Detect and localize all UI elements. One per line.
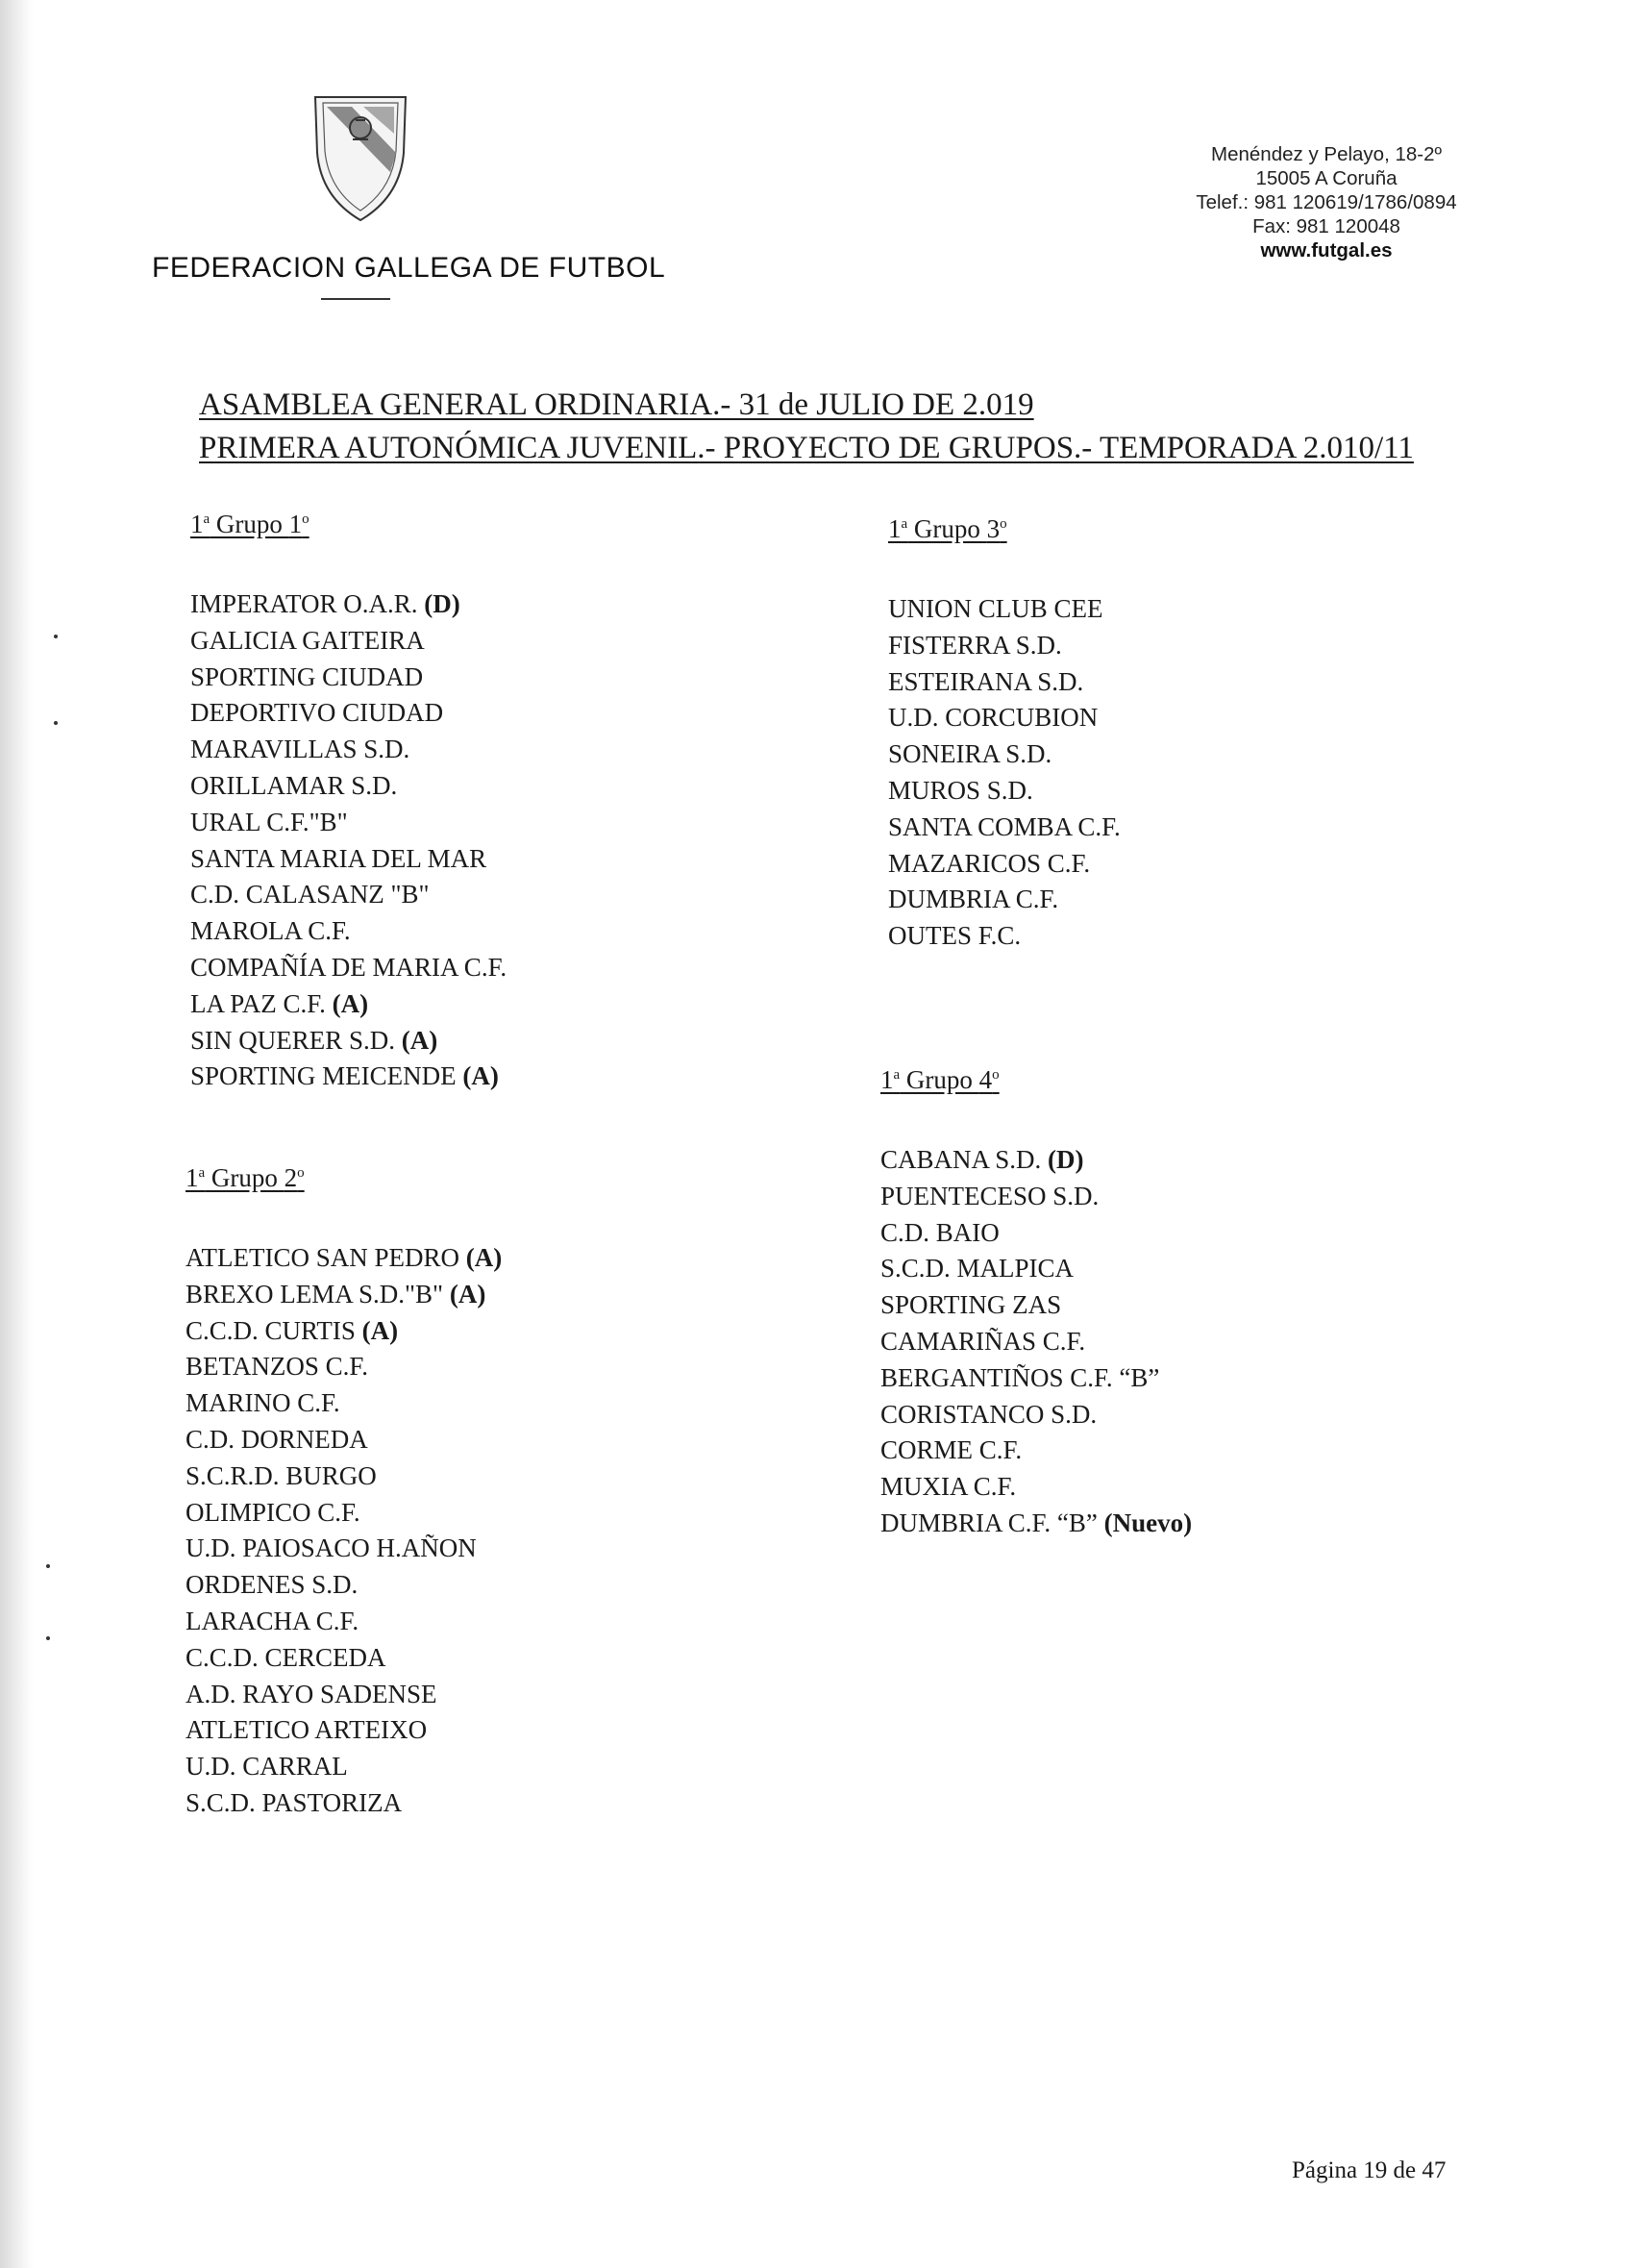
team-row	[186, 1422, 502, 1458]
team-name: COMPAÑÍA DE MARIA C.F.	[190, 952, 507, 982]
group-prefix: 1	[888, 514, 902, 543]
team-name: UNION CLUB CEE	[888, 594, 1103, 623]
scan-speck	[46, 1564, 50, 1568]
group-number: 1	[288, 510, 303, 538]
address-line-1: Menéndez y Pelayo, 18-2º	[1211, 143, 1442, 165]
team-name: ORILLAMAR S.D.	[190, 770, 398, 800]
team-name: SPORTING ZAS	[880, 1290, 1062, 1320]
scan-speck	[46, 1636, 50, 1640]
team-status-note: (D)	[424, 589, 460, 618]
team-row	[888, 882, 1121, 918]
team-name: BERGANTIÑOS C.F. “B”	[880, 1362, 1160, 1392]
team-row	[888, 810, 1121, 846]
team-name: DEPORTIVO CIUDAD	[190, 698, 444, 728]
organization-name: FEDERACION GALLEGA DE FUTBOL	[152, 252, 666, 284]
team-row	[888, 846, 1121, 883]
team-row	[186, 1313, 502, 1350]
group-number: 3	[986, 514, 1001, 543]
team-row	[186, 1640, 502, 1677]
team-name: ESTEIRANA S.D.	[888, 666, 1084, 696]
team-name: MARAVILLAS S.D.	[190, 735, 410, 764]
team-name: ORDENES S.D.	[186, 1570, 359, 1600]
group-heading	[186, 1163, 502, 1240]
document-title-line-2: PRIMERA AUTONÓMICA JUVENIL.- PROYECTO DE GRUPOS.- TEMPORADA 2.010/11	[199, 431, 1414, 465]
team-name: LARACHA C.F.	[186, 1606, 359, 1635]
team-row	[190, 986, 507, 1023]
team-name: U.D. PAIOSACO H.AÑON	[186, 1533, 477, 1563]
team-name: CORISTANCO S.D.	[880, 1399, 1098, 1429]
group-prefix: 1	[190, 510, 204, 538]
group-word: Grupo	[205, 1163, 285, 1192]
team-row	[186, 1240, 502, 1277]
team-row	[190, 732, 507, 768]
team-row	[888, 700, 1121, 736]
address-line-2: 15005 A Coruña	[1255, 167, 1398, 189]
team-row	[186, 1385, 502, 1422]
team-row	[190, 841, 507, 878]
team-row	[186, 1458, 502, 1495]
team-row	[880, 1360, 1192, 1397]
team-name: SPORTING CIUDAD	[190, 661, 424, 691]
team-row	[880, 1179, 1192, 1215]
team-row	[186, 1749, 502, 1785]
group-number: 2	[284, 1163, 298, 1192]
group-word: Grupo	[900, 1065, 979, 1094]
team-name: SPORTING MEICENDE	[190, 1061, 463, 1091]
team-name: ATLETICO ARTEIXO	[186, 1715, 428, 1745]
team-row	[190, 660, 507, 696]
group-prefix-superscript: a	[901, 516, 908, 532]
team-name: CAMARIÑAS C.F.	[880, 1326, 1086, 1356]
group-3-section	[888, 514, 1121, 955]
team-status-note: (Nuevo)	[1103, 1508, 1193, 1537]
team-status-note: (A)	[465, 1243, 503, 1272]
team-name: SONEIRA S.D.	[888, 739, 1052, 769]
team-row	[190, 805, 507, 841]
group-word: Grupo	[210, 510, 289, 538]
team-list	[888, 591, 1121, 955]
team-name: BETANZOS C.F.	[186, 1352, 368, 1382]
team-name: C.D. BAIO	[880, 1217, 1000, 1247]
team-name: SANTA COMBA C.F.	[888, 811, 1121, 841]
team-row	[888, 918, 1121, 955]
team-name: MARINO C.F.	[186, 1388, 340, 1418]
team-row	[186, 1349, 502, 1385]
team-status-note: (A)	[449, 1279, 486, 1308]
team-name: DUMBRIA C.F. “B”	[880, 1508, 1104, 1537]
team-row	[190, 695, 507, 732]
team-name: IMPERATOR O.A.R.	[190, 589, 425, 618]
group-heading	[888, 514, 1121, 591]
team-row	[190, 913, 507, 950]
contact-block	[1182, 142, 1471, 262]
team-name: C.D. CALASANZ "B"	[190, 880, 430, 910]
team-name: URAL C.F."B"	[190, 807, 348, 836]
team-row	[190, 950, 507, 986]
team-row	[190, 1059, 507, 1095]
team-row	[190, 768, 507, 805]
group-number: 4	[978, 1065, 993, 1094]
group-prefix: 1	[880, 1065, 894, 1094]
group-number-superscript: o	[1000, 516, 1007, 532]
phone-number: Telef.: 981 120619/1786/0894	[1196, 191, 1457, 213]
team-row	[888, 628, 1121, 664]
scan-edge-shadow	[0, 0, 33, 2268]
team-row	[190, 623, 507, 660]
team-row	[880, 1397, 1192, 1433]
scan-speck	[54, 721, 58, 725]
group-prefix-superscript: a	[203, 511, 210, 527]
team-name: U.D. CORCUBION	[888, 703, 1099, 733]
team-list	[880, 1142, 1192, 1542]
team-row	[186, 1712, 502, 1749]
team-status-note: (D)	[1048, 1145, 1084, 1174]
group-number-superscript: o	[302, 511, 309, 527]
page-number: Página 19 de 47	[1292, 2157, 1447, 2183]
team-row	[880, 1251, 1192, 1287]
team-row	[190, 1023, 507, 1059]
group-prefix: 1	[186, 1163, 199, 1192]
group-prefix-superscript: a	[893, 1067, 901, 1083]
team-status-note: (A)	[462, 1061, 499, 1091]
team-row	[186, 1277, 502, 1313]
team-name: C.C.D. CERCEDA	[186, 1642, 386, 1672]
team-list	[186, 1240, 502, 1822]
scan-speck	[54, 635, 58, 638]
document-title-line-1: ASAMBLEA GENERAL ORDINARIA.- 31 de JULIO DE 2.019	[199, 387, 1034, 422]
organization-underline	[321, 298, 390, 300]
team-row	[186, 1531, 502, 1567]
team-name: S.C.D. PASTORIZA	[186, 1787, 403, 1817]
team-row	[186, 1604, 502, 1640]
team-name: SANTA MARIA DEL MAR	[190, 843, 487, 873]
team-row	[888, 736, 1121, 773]
team-row	[888, 591, 1121, 628]
team-name: PUENTECESO S.D.	[880, 1181, 1100, 1210]
team-name: LA PAZ C.F.	[190, 988, 333, 1018]
team-name: S.C.R.D. BURGO	[186, 1460, 377, 1490]
team-row	[888, 664, 1121, 701]
fax-number: Fax: 981 120048	[1252, 215, 1400, 237]
group-heading	[190, 510, 507, 586]
team-row	[880, 1433, 1192, 1469]
team-name: OUTES F.C.	[888, 921, 1022, 951]
team-row	[186, 1785, 502, 1822]
federation-crest-logo	[308, 91, 413, 226]
team-name: MUXIA C.F.	[880, 1472, 1017, 1502]
team-name: CORME C.F.	[880, 1435, 1023, 1465]
team-row	[880, 1506, 1192, 1542]
team-row	[880, 1215, 1192, 1252]
team-name: CABANA S.D.	[880, 1145, 1049, 1174]
website-link[interactable]: www.futgal.es	[1260, 239, 1393, 262]
team-list	[190, 586, 507, 1095]
team-status-note: (A)	[332, 988, 369, 1018]
team-name: U.D. CARRAL	[186, 1752, 348, 1782]
team-row	[186, 1567, 502, 1604]
team-name: OLIMPICO C.F.	[186, 1497, 360, 1527]
team-name: FISTERRA S.D.	[888, 630, 1062, 660]
team-row	[880, 1324, 1192, 1360]
team-name: A.D. RAYO SADENSE	[186, 1679, 437, 1708]
team-row	[880, 1469, 1192, 1506]
team-row	[186, 1495, 502, 1532]
group-prefix-superscript: a	[198, 1165, 206, 1181]
team-row	[880, 1142, 1192, 1179]
group-1-section	[190, 510, 507, 1095]
group-number-superscript: o	[992, 1067, 1000, 1083]
team-row	[888, 773, 1121, 810]
team-row	[880, 1287, 1192, 1324]
team-name: DUMBRIA C.F.	[888, 885, 1059, 914]
group-heading	[880, 1065, 1192, 1142]
team-name: MAROLA C.F.	[190, 916, 351, 946]
team-row	[186, 1677, 502, 1713]
team-row	[190, 586, 507, 623]
group-2-section	[186, 1163, 502, 1822]
team-name: S.C.D. MALPICA	[880, 1254, 1075, 1284]
team-name: MUROS S.D.	[888, 775, 1033, 805]
team-status-note: (A)	[401, 1025, 438, 1055]
team-name: SIN QUERER S.D.	[190, 1025, 402, 1055]
team-row	[190, 877, 507, 913]
team-name: C.D. DORNEDA	[186, 1424, 368, 1454]
team-name: ATLETICO SAN PEDRO	[186, 1243, 466, 1272]
group-word: Grupo	[907, 514, 987, 543]
team-name: MAZARICOS C.F.	[888, 848, 1091, 878]
group-4-section	[880, 1065, 1192, 1542]
team-name: C.C.D. CURTIS	[186, 1315, 362, 1345]
team-status-note: (A)	[361, 1315, 399, 1345]
team-name: BREXO LEMA S.D."B"	[186, 1279, 450, 1308]
group-number-superscript: o	[297, 1165, 305, 1181]
team-name: GALICIA GAITEIRA	[190, 625, 425, 655]
